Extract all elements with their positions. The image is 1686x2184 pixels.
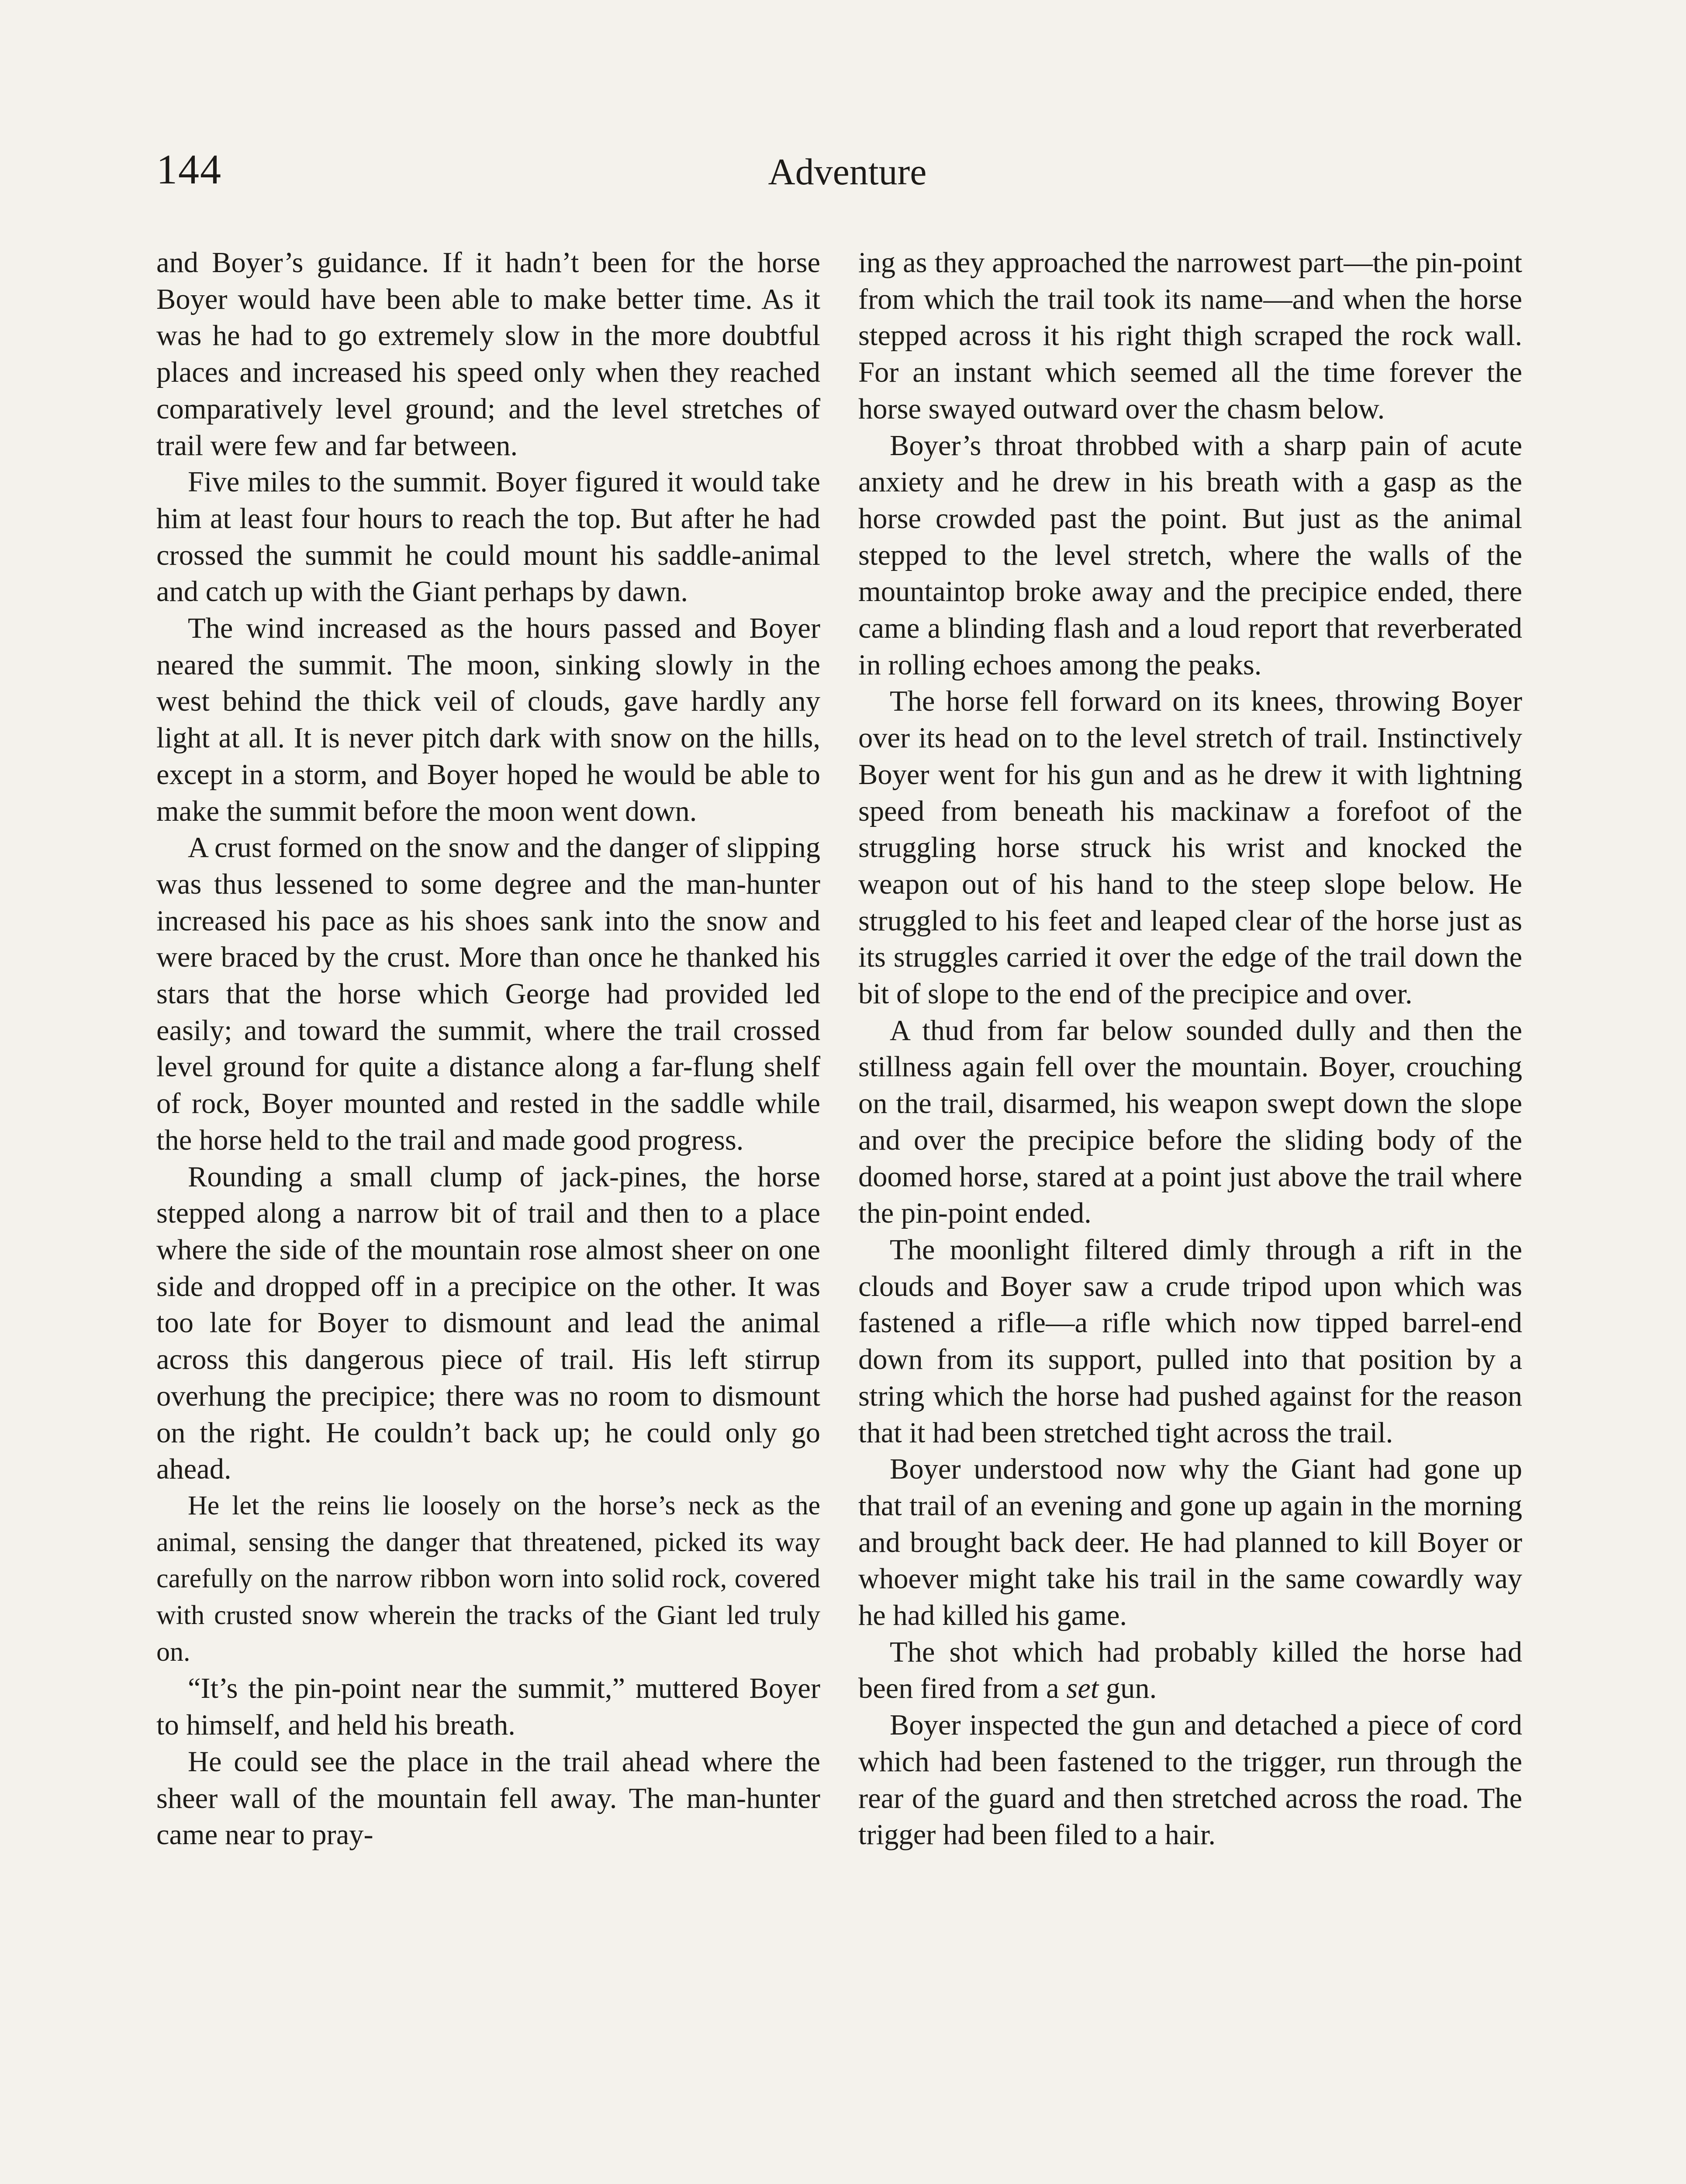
paragraph: ing as they approached the narrowest part—the pin-point from which the trail took its name—and when the horse stepped across it his right thigh scraped the rock wall. For an instant which seemed all the time forever the horse swayed outward over the chasm below. — [858, 247, 1522, 425]
right-column — [858, 245, 1522, 1853]
paragraph: Five miles to the summit. Boyer figured it would take him at least four hours to reach the top. But after he had crossed the summit he could mount his saddle-animal and catch up with the Giant perhaps by dawn. — [156, 466, 820, 608]
paragraph: The horse fell forward on its knees, throwing Boyer over its head on to the level stretch of trail. Instinctively Boyer went for his gun and as he drew it with lightning speed from beneath his mackinaw a forefoot of the struggling horse struck his wrist and knocked the weapon out of his hand to the steep slope below. He struggled to his feet and leaped clear of the horse just as its struggles carried it over the edge of the trail down the bit of slope to the end of the precipice and over. — [858, 685, 1522, 1010]
emphasis-text: set — [1066, 1673, 1099, 1705]
paragraph: A crust formed on the snow and the danger of slipping was thus lessened to some degree and the man-hunter increased his pace as his shoes sank into the snow and were braced by the crust. More than once he thanked his stars that the horse which George had provided led easily; and toward the summit, where the trail crossed level ground for quite a distance along a far-flung shelf of rock, Boyer mounted and rested in the saddle while the horse held to the trail and made good progress. — [156, 832, 820, 1156]
paragraph-text: The shot which had probably killed the horse had been fired from a — [858, 1636, 1522, 1705]
paragraph: “It’s the pin-point near the summit,” muttered Boyer to himself, and held his breath. — [156, 1673, 820, 1742]
paragraph: Boyer inspected the gun and detached a piece of cord which had been fastened to the trigger, run through the rear of the guard and then stretched across the road. The trigger had been filed to a hair. — [858, 1709, 1522, 1851]
paragraph: Boyer understood now why the Giant had gone up that trail of an evening and gone up again in the morning and brought back deer. He had planned to kill Boyer or whoever might take his trail in the same cowardly way he had killed his game. — [858, 1453, 1522, 1632]
paragraph: The wind increased as the hours passed and Boyer neared the summit. The moon, sinking slowly in the west behind the thick veil of clouds, gave hardly any light at all. It is never pitch dark with snow on the hills, except in a storm, and Boyer hoped he would be able to make the summit before the moon went down. — [156, 612, 820, 827]
paragraph: Rounding a small clump of jack-pines, the horse stepped along a narrow bit of trail and then to a place where the side of the mountain rose almost sheer on one side and dropped off in a precipice on the other. It was too late for Boyer to dismount and lead the animal across this dangerous piece of trail. His left stirrup overhung the precipice; there was no room to dismount on the right. He couldn’t back up; he could only go ahead. — [156, 1161, 820, 1486]
paragraph: A thud from far below sounded dully and then the stillness again fell over the mountain. Boyer, crouching on the trail, disarmed, his weapon swept down the slope and over the precipice before the sliding body of the doomed horse, stared at a point just above the trail where the pin-point ended. — [858, 1014, 1522, 1230]
left-column — [156, 245, 820, 1853]
paragraph: He could see the place in the trail ahead where the sheer wall of the mountain fell away. The man-hunter came near to pray- — [156, 1745, 820, 1851]
paragraph: He let the reins lie loosely on the horse’s neck as the animal, sensing the danger that threatened, picked its way carefully on the narrow ribbon worn into solid rock, covered with crusted snow wherein the tracks of the Giant led truly on. — [156, 1490, 820, 1667]
page-number: 144 — [156, 146, 222, 193]
paragraph: The moonlight filtered dimly through a rift in the clouds and Boyer saw a crude tripod upon which was fastened a rifle—a rifle which now tipped barrel-end down from its support, pulled into that position by a string which the horse had pushed against for the reason that it had been stretched tight across the trail. — [858, 1234, 1522, 1449]
paragraph-text: gun. — [1099, 1673, 1157, 1705]
paragraph — [858, 1634, 1522, 1707]
running-head: Adventure — [768, 151, 927, 193]
paragraph: and Boyer’s guidance. If it hadn’t been for the horse Boyer would have been able to make better time. As it was he had to go extremely slow in the more doubtful places and increased his speed only when they reached comparatively level ground; and the level stretches of trail were few and far between. — [156, 247, 820, 462]
paragraph: Boyer’s throat throbbed with a sharp pain of acute anxiety and he drew in his breath with a gasp as the horse crowded past the point. But just as the animal stepped to the level stretch, where the walls of the mountaintop broke away and the precipice ended, there came a blinding flash and a loud report that reverberated in rolling echoes among the peaks. — [858, 429, 1522, 681]
